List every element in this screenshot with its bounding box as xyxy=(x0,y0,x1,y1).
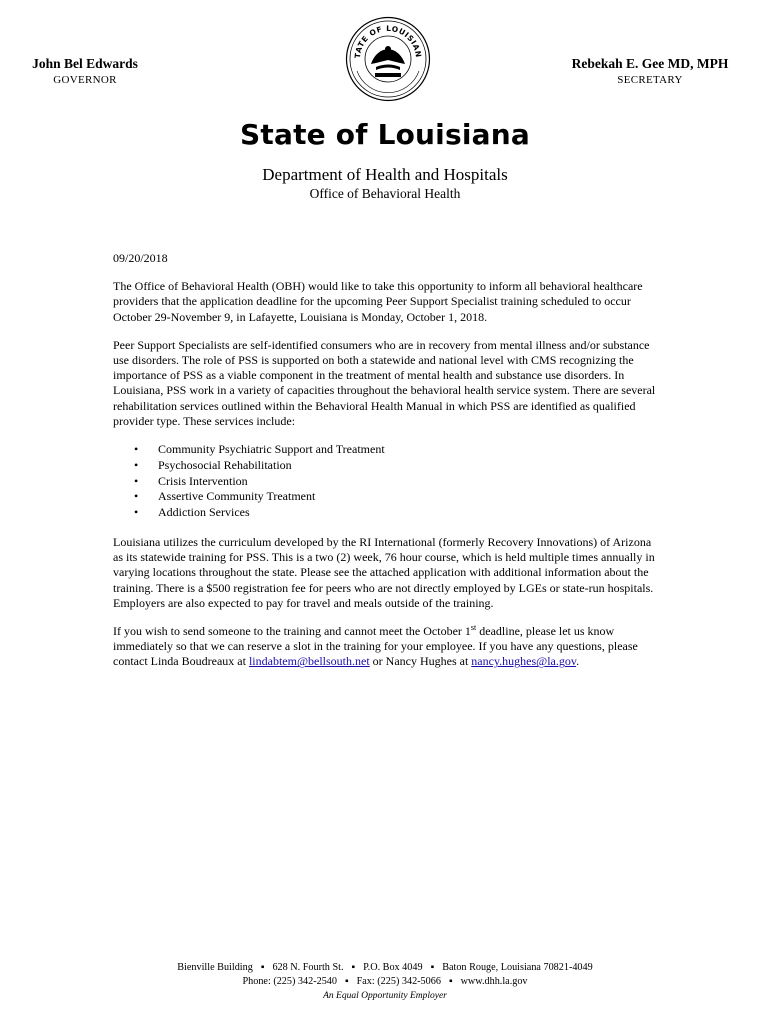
seal-top-text: TATE OF LOUISIAN xyxy=(352,23,424,59)
paragraph-curriculum: Louisiana utilizes the curriculum developed by the RI International (formerly Recovery Innovations) of Arizona as its statewide training for PSS. This is a two (2) week, 76 hour course, which is held multiple times annually in varying locations throughout the state. Please see the attached application with additional information about the training. There is a $500 registration fee for peers who are not directly employed by LGEs or state-run hospitals. Employers are also expected to pay for travel and meals outside of the training. xyxy=(113,535,655,610)
state-seal xyxy=(345,16,431,102)
separator-icon: ▪ xyxy=(344,976,349,987)
email-link-nancy[interactable]: nancy.hughes@la.gov xyxy=(471,654,577,669)
governor-name: John Bel Edwards xyxy=(32,56,138,71)
letter-date: 09/20/2018 xyxy=(113,251,168,265)
bullet-icon: • xyxy=(134,473,139,488)
bullet-icon: • xyxy=(134,457,139,472)
separator-icon: ▪ xyxy=(351,962,356,973)
department-name: Department of Health and Hospitals xyxy=(262,165,508,184)
secretary-title: SECRETARY xyxy=(617,74,683,86)
page-title: State of Louisiana xyxy=(240,118,530,151)
separator-icon: ▪ xyxy=(430,962,435,973)
bullet-icon: • xyxy=(134,505,139,520)
bullet-icon: • xyxy=(134,489,139,504)
office-name: Office of Behavioral Health xyxy=(309,186,461,201)
pelican-seal-icon xyxy=(345,16,431,102)
list-item: • Crisis Intervention xyxy=(134,473,248,488)
paragraph-deadline: The Office of Behavioral Health (OBH) would like to take this opportunity to inform all behavioral healthcare providers that the application deadline for the upcoming Peer Support Specialist training scheduled to occur October 29-November 9, in Lafayette, Louisiana is Monday, October 1, 2018. xyxy=(113,279,643,324)
secretary-block xyxy=(560,56,740,87)
separator-icon: ▪ xyxy=(260,962,265,973)
footer-address-line: Bienville Building ▪ 628 N. Fourth St. ▪ P.O. Box 4049 ▪ Baton Rouge, Louisiana 70821-4049 xyxy=(177,962,593,973)
letterhead-footer xyxy=(0,961,770,1003)
list-item: • Psychosocial Rehabilitation xyxy=(134,457,292,472)
bullet-icon: • xyxy=(134,442,139,457)
list-item: • Community Psychiatric Support and Treatment xyxy=(134,442,385,457)
footer-contact-line: Phone: (225) 342-2540 ▪ Fax: (225) 342-5066 ▪ www.dhh.la.gov xyxy=(242,976,528,987)
letter-body xyxy=(113,251,658,683)
secretary-name: Rebekah E. Gee MD, MPH xyxy=(571,56,729,71)
paragraph-pss-role: Peer Support Specialists are self-identified consumers who are in recovery from mental illness and/or substance use disorders. The role of PSS is supported on both a statewide and national level with CMS recognizing the importance of PSS as a viable component in the treatment of mental health and substance use disorders. In Louisiana, PSS work in a variety of capacities throughout the behavioral health service system. There are several rehabilitation services outlined within the Behavioral Health Manual in which PSS are identified as qualified provider type. These services include: xyxy=(113,337,656,428)
governor-title: GOVERNOR xyxy=(53,74,117,86)
services-list xyxy=(113,442,658,521)
email-link-linda[interactable]: lindabtem@bellsouth.net xyxy=(248,654,370,669)
paragraph-contact: If you wish to send someone to the training and cannot meet the October 1st deadline, please let us know immediately so that we can reserve a slot in the training for your employee. If you have any questions, please contact Linda Boudreaux at lindabtem@bellsouth.net or Nancy Hughes at nancy.hughes@la.gov. xyxy=(113,623,638,669)
equal-opportunity-notice: An Equal Opportunity Employer xyxy=(323,991,447,1001)
list-item: • Assertive Community Treatment xyxy=(134,489,316,504)
governor-block xyxy=(0,56,170,87)
separator-icon: ▪ xyxy=(448,976,453,987)
list-item: • Addiction Services xyxy=(134,505,250,520)
